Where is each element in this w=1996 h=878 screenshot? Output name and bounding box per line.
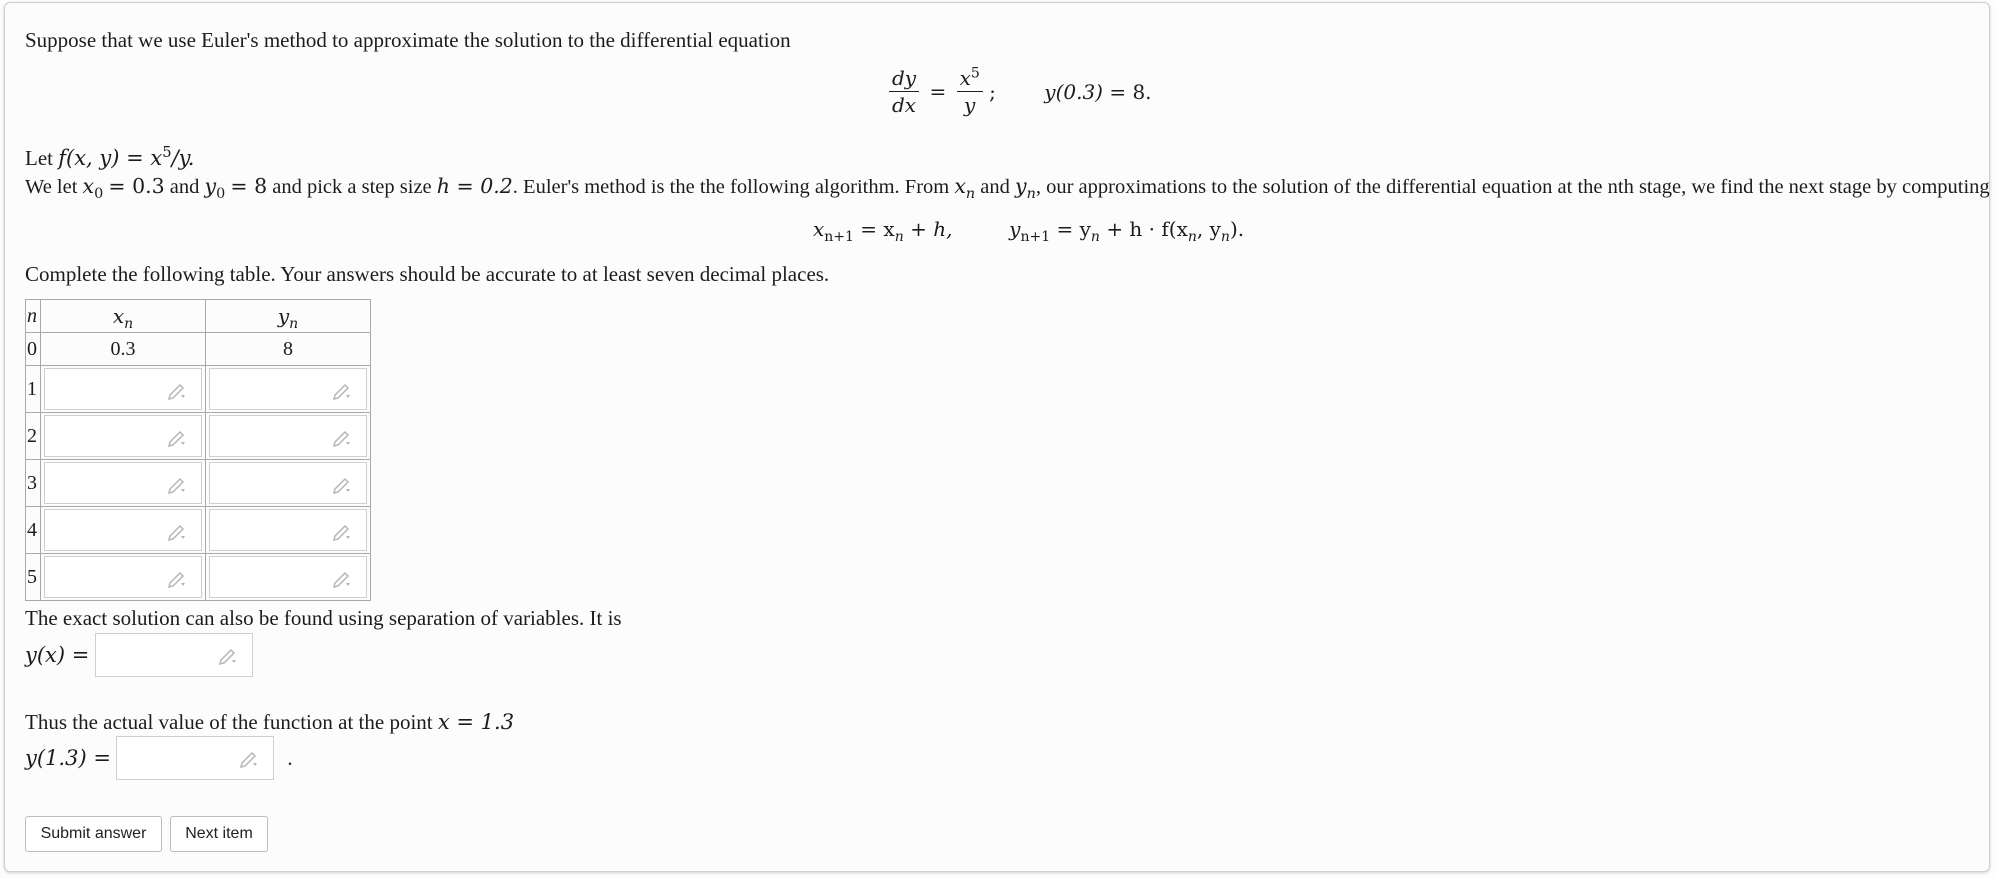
pencil-icon[interactable] xyxy=(332,568,354,588)
table-header-row xyxy=(26,300,371,333)
intro-text: Suppose that we use Euler's method to approximate the solution to the differential equation xyxy=(25,28,791,52)
exact-solution-label: y(x) = xyxy=(25,643,90,667)
value-input[interactable] xyxy=(116,736,274,780)
x1-input[interactable] xyxy=(44,368,202,410)
recurrence-display: $x_{n+1} = x_n + h$, $y_{n+1} = y_n + h \cdot f(x_n$, $y_n$). xyxy=(813,217,1245,245)
submit-answer-button[interactable]: Submit answer xyxy=(25,816,162,852)
dy-dx-fraction: $\frac{dy}{dx}$ xyxy=(889,65,919,118)
x5-input[interactable] xyxy=(44,556,202,598)
pencil-icon[interactable] xyxy=(167,427,189,447)
pencil-icon[interactable] xyxy=(218,645,240,665)
table-row: 3 xyxy=(26,460,371,507)
pencil-icon[interactable] xyxy=(167,568,189,588)
complete-table-text: Complete the following table. Your answers should be accurate to at least seven decimal places. xyxy=(25,262,830,286)
let-f-text: Let f(x, $y) = x^5/y$. xyxy=(25,144,195,170)
x3-input[interactable] xyxy=(44,462,202,504)
next-item-button[interactable]: Next item xyxy=(170,816,268,852)
pencil-icon[interactable] xyxy=(167,521,189,541)
y3-input[interactable] xyxy=(209,462,367,504)
value-label: y(1.3) = xyxy=(25,746,111,770)
ode-display: $\frac{dy}{dx}$ = $\frac{x^5}{y}$ ; y(0.3) = 8. xyxy=(885,65,1152,118)
setup-text: We let $x_0 = 0.3$ and $y_0 = 8$ and pick a step size h = 0.2. Euler's method is the the following algorithm. From $x_n$ and $y_n$, our approximations to the solution of the differential equation at the nth stage, we find the next stage by computing xyxy=(25,174,1990,203)
y5-input[interactable] xyxy=(209,556,367,598)
exact-solution-row xyxy=(25,633,253,677)
pencil-icon[interactable] xyxy=(332,521,354,541)
pencil-icon[interactable] xyxy=(167,380,189,400)
question-card xyxy=(4,2,1990,872)
euler-table xyxy=(25,299,371,601)
table-row: 0 0.3 8 xyxy=(26,333,371,366)
x4-input[interactable] xyxy=(44,509,202,551)
pencil-icon[interactable] xyxy=(332,474,354,494)
table-row: 5 xyxy=(26,554,371,601)
y2-input[interactable] xyxy=(209,415,367,457)
table-row: 2 xyxy=(26,413,371,460)
pencil-icon[interactable] xyxy=(332,427,354,447)
exact-solution-text: The exact solution can also be found using separation of variables. It is xyxy=(25,606,622,630)
pencil-icon[interactable] xyxy=(332,380,354,400)
exact-solution-input[interactable] xyxy=(95,633,253,677)
pencil-icon[interactable] xyxy=(239,748,261,768)
value-row: y(1.3) = . xyxy=(25,736,293,780)
header-xn: $x_n$ xyxy=(41,300,206,333)
table-row: 1 xyxy=(26,366,371,413)
header-yn: $y_n$ xyxy=(206,300,371,333)
header-n: n xyxy=(26,300,41,333)
pencil-icon[interactable] xyxy=(167,474,189,494)
initial-condition: y(0.3) = 8. xyxy=(1044,79,1152,104)
y1-input[interactable] xyxy=(209,368,367,410)
x2-input[interactable] xyxy=(44,415,202,457)
y4-input[interactable] xyxy=(209,509,367,551)
rhs-fraction: $\frac{x^5}{y}$ xyxy=(957,65,983,118)
table-row: 4 xyxy=(26,507,371,554)
thus-text: Thus the actual value of the function at the point x = 1.3 xyxy=(25,710,515,734)
